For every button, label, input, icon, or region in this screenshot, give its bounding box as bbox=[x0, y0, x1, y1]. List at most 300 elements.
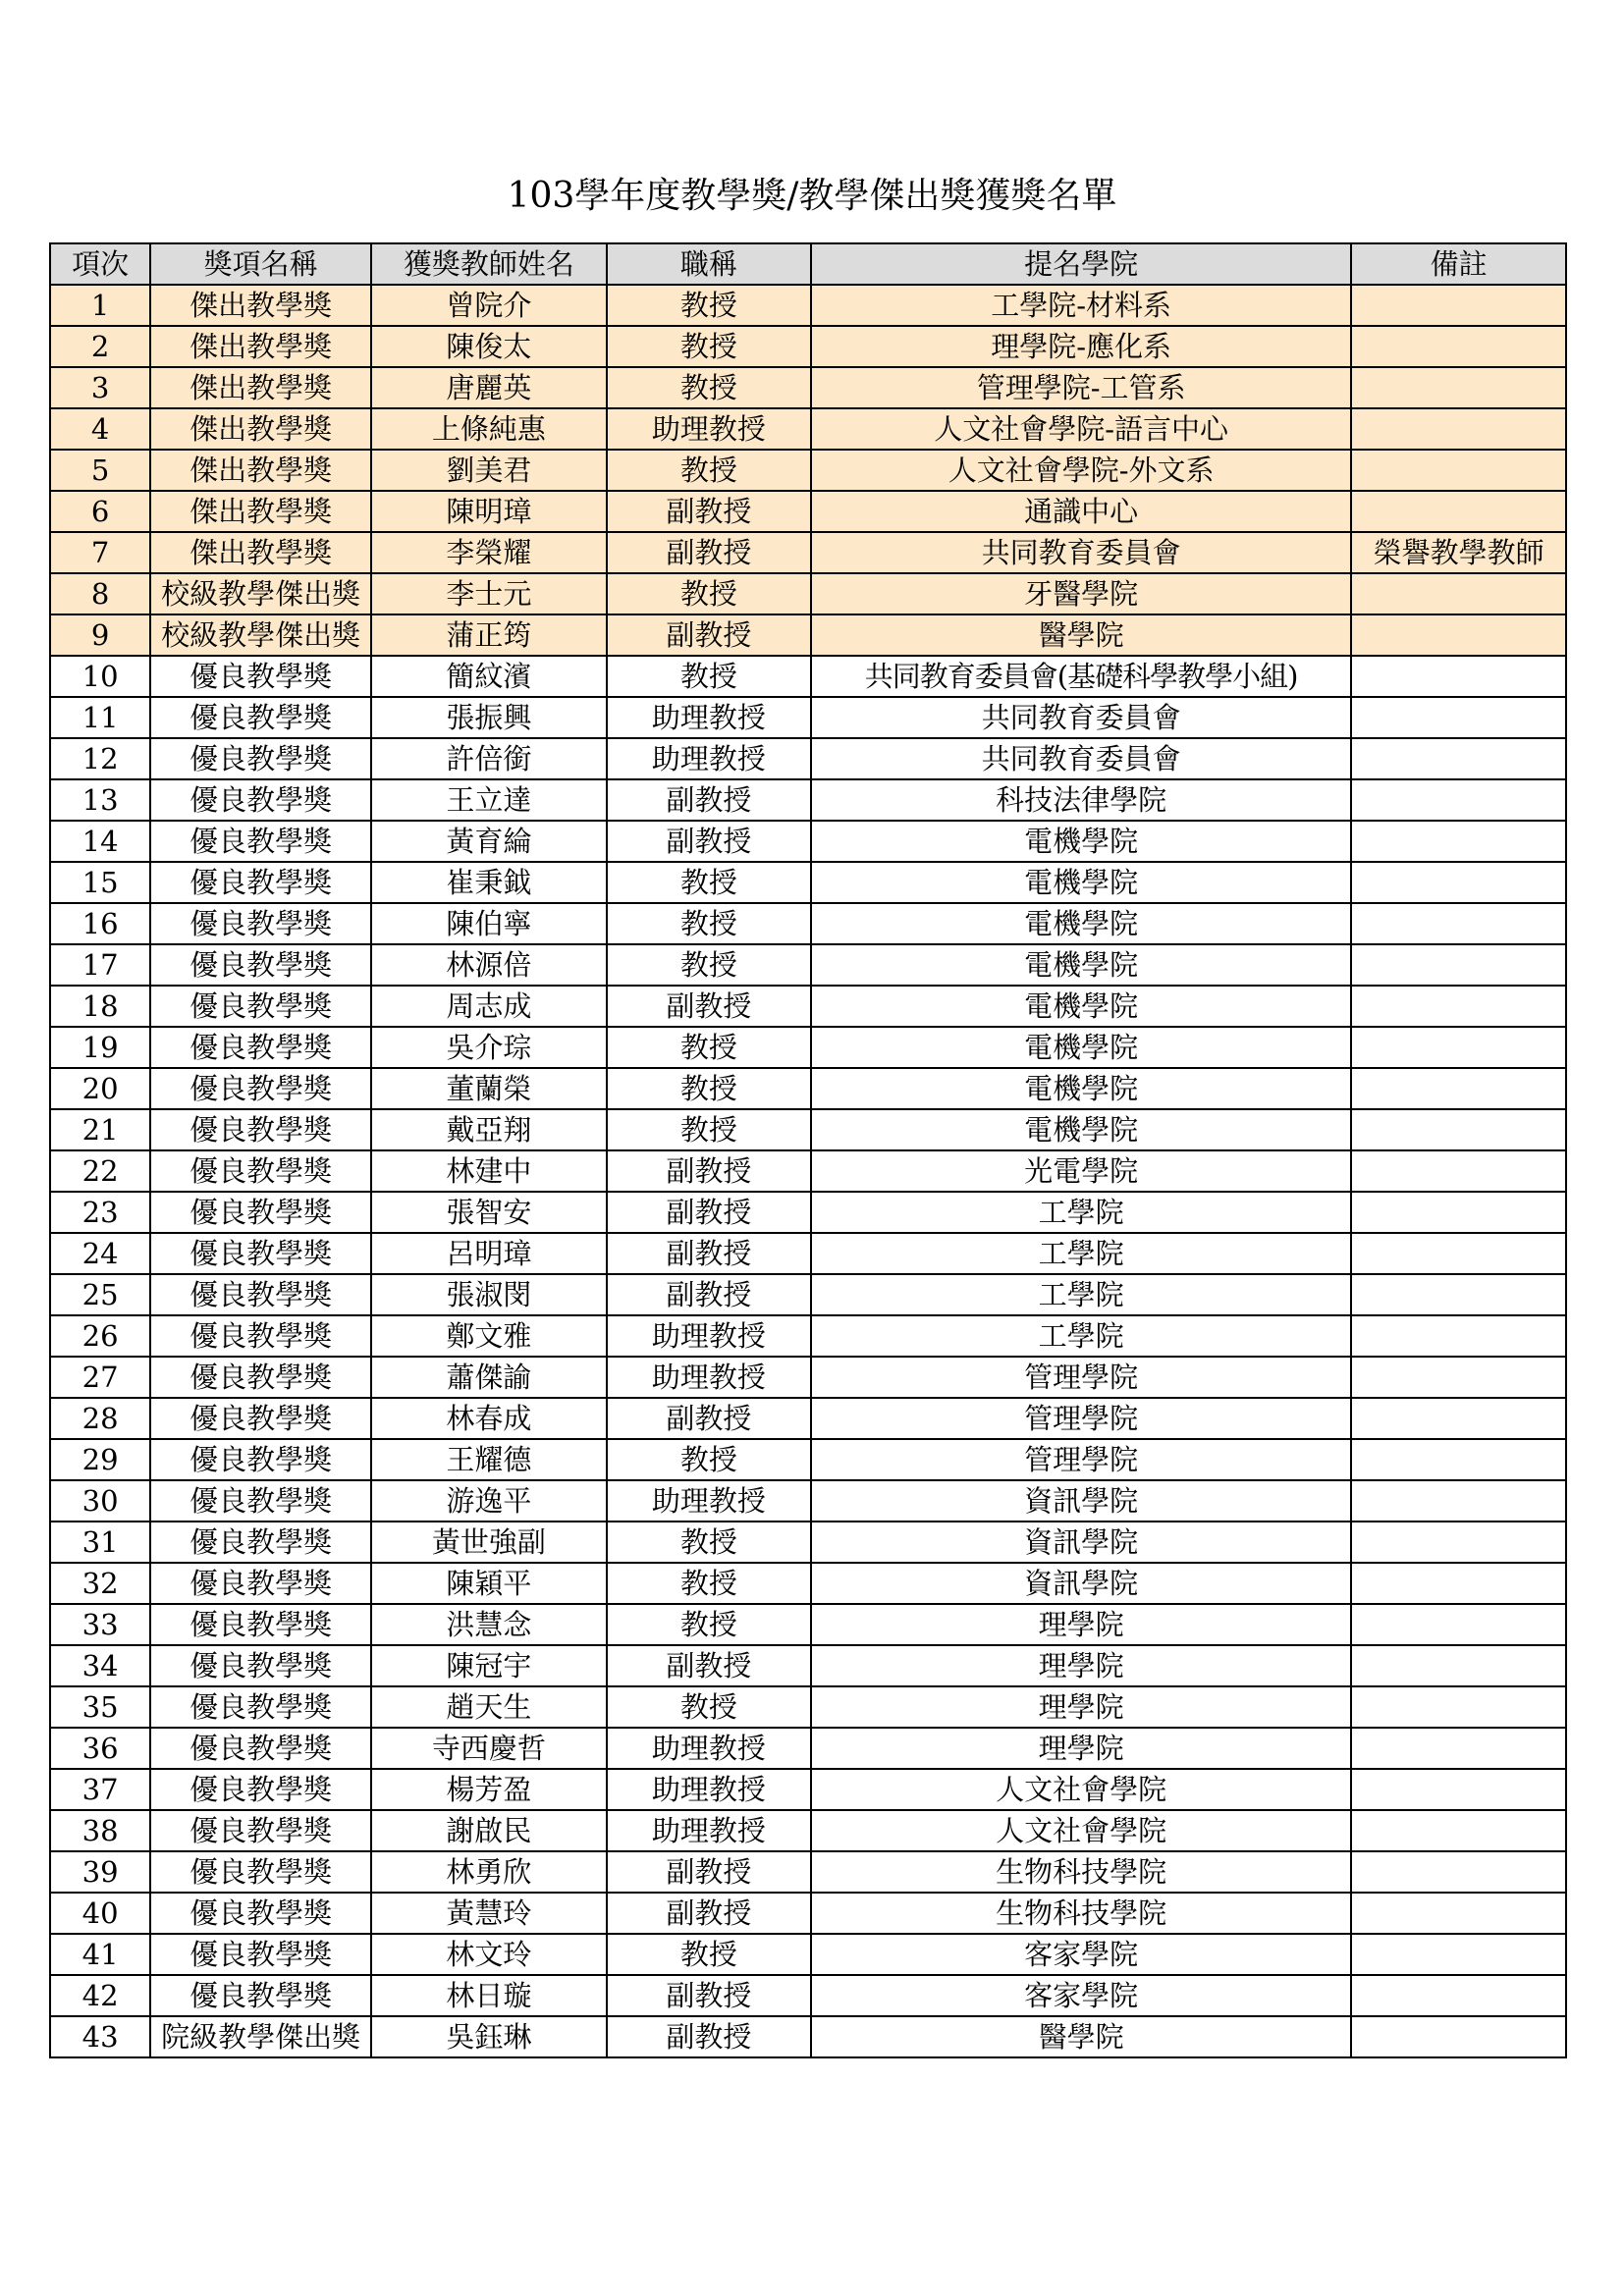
table-row bbox=[50, 1604, 1566, 1645]
cell-college: 管理學院 bbox=[811, 1357, 1351, 1398]
awards-table bbox=[49, 242, 1567, 2058]
table-row bbox=[50, 408, 1566, 450]
cell-note bbox=[1351, 2016, 1566, 2057]
cell-award: 優良教學獎 bbox=[150, 944, 371, 986]
cell-title: 教授 bbox=[607, 1604, 811, 1645]
cell-no: 23 bbox=[50, 1192, 150, 1233]
cell-title: 教授 bbox=[607, 1522, 811, 1563]
cell-no: 30 bbox=[50, 1480, 150, 1522]
table-row bbox=[50, 779, 1566, 821]
cell-note bbox=[1351, 1398, 1566, 1439]
cell-award: 優良教學獎 bbox=[150, 697, 371, 738]
cell-name: 蕭傑諭 bbox=[371, 1357, 606, 1398]
cell-name: 王立達 bbox=[371, 779, 606, 821]
cell-note bbox=[1351, 1769, 1566, 1810]
cell-note bbox=[1351, 1893, 1566, 1934]
cell-award: 優良教學獎 bbox=[150, 1645, 371, 1686]
table-row bbox=[50, 1109, 1566, 1150]
table-row bbox=[50, 1192, 1566, 1233]
cell-college: 電機學院 bbox=[811, 986, 1351, 1027]
cell-note bbox=[1351, 1522, 1566, 1563]
cell-name: 李榮耀 bbox=[371, 532, 606, 573]
cell-title: 教授 bbox=[607, 367, 811, 408]
cell-note bbox=[1351, 1975, 1566, 2016]
cell-title: 教授 bbox=[607, 903, 811, 944]
cell-college: 資訊學院 bbox=[811, 1480, 1351, 1522]
header-title: 職稱 bbox=[607, 243, 811, 285]
cell-no: 36 bbox=[50, 1728, 150, 1769]
cell-note bbox=[1351, 944, 1566, 986]
cell-no: 40 bbox=[50, 1893, 150, 1934]
cell-no: 20 bbox=[50, 1068, 150, 1109]
cell-name: 呂明璋 bbox=[371, 1233, 606, 1274]
table-row bbox=[50, 1893, 1566, 1934]
cell-name: 鄭文雅 bbox=[371, 1315, 606, 1357]
cell-no: 28 bbox=[50, 1398, 150, 1439]
cell-award: 優良教學獎 bbox=[150, 986, 371, 1027]
cell-title: 副教授 bbox=[607, 1645, 811, 1686]
cell-college: 醫學院 bbox=[811, 2016, 1351, 2057]
cell-no: 1 bbox=[50, 285, 150, 326]
cell-college: 客家學院 bbox=[811, 1975, 1351, 2016]
table-row bbox=[50, 450, 1566, 491]
cell-college: 電機學院 bbox=[811, 944, 1351, 986]
cell-no: 22 bbox=[50, 1150, 150, 1192]
cell-note bbox=[1351, 326, 1566, 367]
cell-note bbox=[1351, 491, 1566, 532]
cell-note bbox=[1351, 1315, 1566, 1357]
cell-title: 副教授 bbox=[607, 1150, 811, 1192]
cell-college: 人文社會學院-外文系 bbox=[811, 450, 1351, 491]
cell-title: 教授 bbox=[607, 1686, 811, 1728]
cell-no: 19 bbox=[50, 1027, 150, 1068]
cell-award: 傑出教學獎 bbox=[150, 491, 371, 532]
cell-note bbox=[1351, 862, 1566, 903]
cell-college: 醫學院 bbox=[811, 614, 1351, 656]
table-row bbox=[50, 2016, 1566, 2057]
table-row bbox=[50, 1315, 1566, 1357]
cell-title: 副教授 bbox=[607, 2016, 811, 2057]
cell-name: 黃世強副 bbox=[371, 1522, 606, 1563]
cell-note bbox=[1351, 986, 1566, 1027]
cell-title: 副教授 bbox=[607, 1893, 811, 1934]
cell-award: 優良教學獎 bbox=[150, 738, 371, 779]
cell-title: 副教授 bbox=[607, 1975, 811, 2016]
cell-college: 工學院-材料系 bbox=[811, 285, 1351, 326]
cell-college: 牙醫學院 bbox=[811, 573, 1351, 614]
table-row bbox=[50, 1686, 1566, 1728]
cell-no: 8 bbox=[50, 573, 150, 614]
cell-title: 助理教授 bbox=[607, 1357, 811, 1398]
cell-name: 陳俊太 bbox=[371, 326, 606, 367]
cell-note bbox=[1351, 285, 1566, 326]
table-row bbox=[50, 285, 1566, 326]
table-row bbox=[50, 1357, 1566, 1398]
cell-note bbox=[1351, 1109, 1566, 1150]
cell-no: 41 bbox=[50, 1934, 150, 1975]
cell-title: 副教授 bbox=[607, 1274, 811, 1315]
cell-award: 校級教學傑出獎 bbox=[150, 573, 371, 614]
cell-college: 電機學院 bbox=[811, 903, 1351, 944]
table-row bbox=[50, 614, 1566, 656]
cell-note bbox=[1351, 1810, 1566, 1851]
table-body bbox=[50, 285, 1566, 2057]
cell-note bbox=[1351, 408, 1566, 450]
cell-college: 共同教育委員會(基礎科學教學小組) bbox=[811, 656, 1351, 697]
table-row bbox=[50, 1480, 1566, 1522]
table-row bbox=[50, 1563, 1566, 1604]
table-header-row bbox=[50, 243, 1566, 285]
cell-no: 6 bbox=[50, 491, 150, 532]
cell-award: 優良教學獎 bbox=[150, 1398, 371, 1439]
cell-title: 副教授 bbox=[607, 532, 811, 573]
cell-no: 10 bbox=[50, 656, 150, 697]
cell-note bbox=[1351, 697, 1566, 738]
cell-title: 助理教授 bbox=[607, 697, 811, 738]
table-row bbox=[50, 532, 1566, 573]
cell-title: 助理教授 bbox=[607, 738, 811, 779]
table-row bbox=[50, 1027, 1566, 1068]
cell-name: 張淑閔 bbox=[371, 1274, 606, 1315]
cell-award: 院級教學傑出獎 bbox=[150, 2016, 371, 2057]
cell-note bbox=[1351, 450, 1566, 491]
cell-name: 林文玲 bbox=[371, 1934, 606, 1975]
cell-no: 25 bbox=[50, 1274, 150, 1315]
cell-name: 黃育綸 bbox=[371, 821, 606, 862]
cell-no: 37 bbox=[50, 1769, 150, 1810]
cell-award: 優良教學獎 bbox=[150, 1810, 371, 1851]
cell-award: 傑出教學獎 bbox=[150, 326, 371, 367]
cell-title: 副教授 bbox=[607, 1192, 811, 1233]
cell-no: 42 bbox=[50, 1975, 150, 2016]
cell-name: 陳明璋 bbox=[371, 491, 606, 532]
cell-college: 電機學院 bbox=[811, 862, 1351, 903]
cell-award: 優良教學獎 bbox=[150, 1686, 371, 1728]
table-row bbox=[50, 1975, 1566, 2016]
cell-note bbox=[1351, 367, 1566, 408]
cell-award: 優良教學獎 bbox=[150, 1975, 371, 2016]
cell-award: 優良教學獎 bbox=[150, 1769, 371, 1810]
cell-award: 傑出教學獎 bbox=[150, 367, 371, 408]
cell-award: 優良教學獎 bbox=[150, 1522, 371, 1563]
cell-award: 優良教學獎 bbox=[150, 1233, 371, 1274]
table-row bbox=[50, 1068, 1566, 1109]
cell-no: 15 bbox=[50, 862, 150, 903]
cell-name: 陳穎平 bbox=[371, 1563, 606, 1604]
cell-no: 2 bbox=[50, 326, 150, 367]
cell-title: 教授 bbox=[607, 326, 811, 367]
cell-note bbox=[1351, 1851, 1566, 1893]
table-row bbox=[50, 862, 1566, 903]
cell-name: 蒲正筠 bbox=[371, 614, 606, 656]
cell-name: 林春成 bbox=[371, 1398, 606, 1439]
document-title: 103學年度教學獎/教學傑出獎獲獎名單 bbox=[507, 176, 1117, 216]
cell-note bbox=[1351, 1645, 1566, 1686]
cell-no: 24 bbox=[50, 1233, 150, 1274]
cell-note bbox=[1351, 821, 1566, 862]
cell-title: 助理教授 bbox=[607, 1769, 811, 1810]
table-row bbox=[50, 1522, 1566, 1563]
cell-note bbox=[1351, 1068, 1566, 1109]
cell-college: 生物科技學院 bbox=[811, 1851, 1351, 1893]
table-row bbox=[50, 986, 1566, 1027]
cell-no: 18 bbox=[50, 986, 150, 1027]
cell-name: 崔秉鉞 bbox=[371, 862, 606, 903]
cell-no: 17 bbox=[50, 944, 150, 986]
cell-title: 教授 bbox=[607, 1563, 811, 1604]
cell-note bbox=[1351, 614, 1566, 656]
cell-no: 11 bbox=[50, 697, 150, 738]
cell-note bbox=[1351, 1027, 1566, 1068]
table-row bbox=[50, 326, 1566, 367]
cell-name: 張振興 bbox=[371, 697, 606, 738]
cell-college: 電機學院 bbox=[811, 821, 1351, 862]
cell-no: 39 bbox=[50, 1851, 150, 1893]
cell-note bbox=[1351, 1357, 1566, 1398]
cell-note: 榮譽教學教師 bbox=[1351, 532, 1566, 573]
cell-note bbox=[1351, 1192, 1566, 1233]
cell-award: 優良教學獎 bbox=[150, 1027, 371, 1068]
cell-no: 31 bbox=[50, 1522, 150, 1563]
cell-name: 董蘭榮 bbox=[371, 1068, 606, 1109]
cell-award: 優良教學獎 bbox=[150, 1315, 371, 1357]
cell-college: 共同教育委員會 bbox=[811, 697, 1351, 738]
cell-no: 13 bbox=[50, 779, 150, 821]
cell-college: 人文社會學院-語言中心 bbox=[811, 408, 1351, 450]
cell-name: 吳介琮 bbox=[371, 1027, 606, 1068]
cell-college: 理學院 bbox=[811, 1604, 1351, 1645]
cell-award: 優良教學獎 bbox=[150, 1068, 371, 1109]
cell-name: 林源倍 bbox=[371, 944, 606, 986]
table-row bbox=[50, 1398, 1566, 1439]
cell-note bbox=[1351, 1728, 1566, 1769]
cell-award: 傑出教學獎 bbox=[150, 408, 371, 450]
cell-college: 科技法律學院 bbox=[811, 779, 1351, 821]
table-row bbox=[50, 821, 1566, 862]
cell-name: 林勇欣 bbox=[371, 1851, 606, 1893]
cell-no: 27 bbox=[50, 1357, 150, 1398]
cell-award: 優良教學獎 bbox=[150, 1109, 371, 1150]
cell-name: 唐麗英 bbox=[371, 367, 606, 408]
cell-name: 謝啟民 bbox=[371, 1810, 606, 1851]
cell-title: 副教授 bbox=[607, 779, 811, 821]
header-note: 備註 bbox=[1351, 243, 1566, 285]
cell-name: 林建中 bbox=[371, 1150, 606, 1192]
cell-no: 35 bbox=[50, 1686, 150, 1728]
cell-college: 理學院 bbox=[811, 1686, 1351, 1728]
cell-no: 9 bbox=[50, 614, 150, 656]
cell-note bbox=[1351, 1233, 1566, 1274]
cell-title: 副教授 bbox=[607, 491, 811, 532]
cell-title: 教授 bbox=[607, 944, 811, 986]
cell-no: 33 bbox=[50, 1604, 150, 1645]
cell-award: 傑出教學獎 bbox=[150, 450, 371, 491]
table-row bbox=[50, 573, 1566, 614]
cell-college: 電機學院 bbox=[811, 1027, 1351, 1068]
cell-name: 寺西慶哲 bbox=[371, 1728, 606, 1769]
table-row bbox=[50, 656, 1566, 697]
cell-title: 教授 bbox=[607, 1068, 811, 1109]
cell-award: 優良教學獎 bbox=[150, 1934, 371, 1975]
cell-no: 4 bbox=[50, 408, 150, 450]
table-row bbox=[50, 1233, 1566, 1274]
cell-college: 工學院 bbox=[811, 1192, 1351, 1233]
cell-note bbox=[1351, 779, 1566, 821]
cell-award: 傑出教學獎 bbox=[150, 532, 371, 573]
cell-college: 共同教育委員會 bbox=[811, 532, 1351, 573]
cell-note bbox=[1351, 1604, 1566, 1645]
cell-title: 副教授 bbox=[607, 986, 811, 1027]
table-row bbox=[50, 367, 1566, 408]
cell-name: 楊芳盈 bbox=[371, 1769, 606, 1810]
cell-title: 教授 bbox=[607, 862, 811, 903]
cell-award: 優良教學獎 bbox=[150, 1604, 371, 1645]
header-award: 獎項名稱 bbox=[150, 243, 371, 285]
cell-name: 洪慧念 bbox=[371, 1604, 606, 1645]
cell-no: 7 bbox=[50, 532, 150, 573]
table-row bbox=[50, 1439, 1566, 1480]
cell-college: 生物科技學院 bbox=[811, 1893, 1351, 1934]
cell-no: 29 bbox=[50, 1439, 150, 1480]
cell-college: 電機學院 bbox=[811, 1109, 1351, 1150]
cell-note bbox=[1351, 573, 1566, 614]
cell-note bbox=[1351, 656, 1566, 697]
cell-note bbox=[1351, 1439, 1566, 1480]
cell-name: 吳鈺琳 bbox=[371, 2016, 606, 2057]
cell-college: 理學院 bbox=[811, 1728, 1351, 1769]
cell-title: 教授 bbox=[607, 285, 811, 326]
cell-name: 趙天生 bbox=[371, 1686, 606, 1728]
header-no: 項次 bbox=[50, 243, 150, 285]
cell-award: 優良教學獎 bbox=[150, 1192, 371, 1233]
cell-college: 管理學院 bbox=[811, 1439, 1351, 1480]
cell-title: 助理教授 bbox=[607, 1480, 811, 1522]
cell-title: 教授 bbox=[607, 656, 811, 697]
cell-name: 許倍銜 bbox=[371, 738, 606, 779]
cell-award: 優良教學獎 bbox=[150, 1728, 371, 1769]
cell-college: 理學院-應化系 bbox=[811, 326, 1351, 367]
cell-college: 工學院 bbox=[811, 1315, 1351, 1357]
cell-college: 工學院 bbox=[811, 1233, 1351, 1274]
table-row bbox=[50, 1150, 1566, 1192]
cell-title: 助理教授 bbox=[607, 1810, 811, 1851]
cell-title: 副教授 bbox=[607, 1398, 811, 1439]
cell-name: 劉美君 bbox=[371, 450, 606, 491]
cell-title: 助理教授 bbox=[607, 408, 811, 450]
table-row bbox=[50, 1728, 1566, 1769]
cell-title: 教授 bbox=[607, 450, 811, 491]
cell-title: 副教授 bbox=[607, 614, 811, 656]
cell-college: 人文社會學院 bbox=[811, 1769, 1351, 1810]
cell-name: 游逸平 bbox=[371, 1480, 606, 1522]
cell-name: 陳伯寧 bbox=[371, 903, 606, 944]
cell-college: 理學院 bbox=[811, 1645, 1351, 1686]
cell-no: 32 bbox=[50, 1563, 150, 1604]
cell-name: 王耀德 bbox=[371, 1439, 606, 1480]
cell-award: 優良教學獎 bbox=[150, 779, 371, 821]
cell-title: 教授 bbox=[607, 1439, 811, 1480]
table-row bbox=[50, 491, 1566, 532]
cell-award: 優良教學獎 bbox=[150, 656, 371, 697]
cell-title: 教授 bbox=[607, 1027, 811, 1068]
cell-award: 優良教學獎 bbox=[150, 1357, 371, 1398]
cell-name: 林日璇 bbox=[371, 1975, 606, 2016]
cell-title: 教授 bbox=[607, 1109, 811, 1150]
cell-award: 優良教學獎 bbox=[150, 821, 371, 862]
cell-note bbox=[1351, 1274, 1566, 1315]
cell-title: 副教授 bbox=[607, 821, 811, 862]
cell-college: 客家學院 bbox=[811, 1934, 1351, 1975]
table-row bbox=[50, 697, 1566, 738]
table-row bbox=[50, 1851, 1566, 1893]
cell-college: 管理學院 bbox=[811, 1398, 1351, 1439]
cell-award: 優良教學獎 bbox=[150, 1893, 371, 1934]
cell-name: 簡紋濱 bbox=[371, 656, 606, 697]
cell-title: 副教授 bbox=[607, 1233, 811, 1274]
cell-college: 光電學院 bbox=[811, 1150, 1351, 1192]
cell-name: 周志成 bbox=[371, 986, 606, 1027]
header-college: 提名學院 bbox=[811, 243, 1351, 285]
cell-award: 優良教學獎 bbox=[150, 1563, 371, 1604]
cell-note bbox=[1351, 1686, 1566, 1728]
cell-college: 共同教育委員會 bbox=[811, 738, 1351, 779]
cell-no: 38 bbox=[50, 1810, 150, 1851]
cell-title: 助理教授 bbox=[607, 1315, 811, 1357]
cell-no: 5 bbox=[50, 450, 150, 491]
cell-note bbox=[1351, 1150, 1566, 1192]
cell-no: 21 bbox=[50, 1109, 150, 1150]
cell-note bbox=[1351, 1934, 1566, 1975]
cell-no: 16 bbox=[50, 903, 150, 944]
cell-college: 資訊學院 bbox=[811, 1563, 1351, 1604]
table-row bbox=[50, 1274, 1566, 1315]
cell-award: 優良教學獎 bbox=[150, 1439, 371, 1480]
cell-title: 教授 bbox=[607, 573, 811, 614]
header-name: 獲獎教師姓名 bbox=[371, 243, 606, 285]
cell-no: 12 bbox=[50, 738, 150, 779]
cell-note bbox=[1351, 738, 1566, 779]
cell-name: 陳冠宇 bbox=[371, 1645, 606, 1686]
cell-award: 傑出教學獎 bbox=[150, 285, 371, 326]
table-row bbox=[50, 1645, 1566, 1686]
cell-no: 14 bbox=[50, 821, 150, 862]
cell-name: 李士元 bbox=[371, 573, 606, 614]
table-row bbox=[50, 903, 1566, 944]
cell-college: 工學院 bbox=[811, 1274, 1351, 1315]
cell-note bbox=[1351, 1480, 1566, 1522]
table-row bbox=[50, 1810, 1566, 1851]
cell-name: 曾院介 bbox=[371, 285, 606, 326]
table-row bbox=[50, 944, 1566, 986]
cell-college: 人文社會學院 bbox=[811, 1810, 1351, 1851]
cell-award: 校級教學傑出獎 bbox=[150, 614, 371, 656]
cell-name: 張智安 bbox=[371, 1192, 606, 1233]
cell-note bbox=[1351, 1563, 1566, 1604]
cell-name: 上條純惠 bbox=[371, 408, 606, 450]
cell-no: 26 bbox=[50, 1315, 150, 1357]
cell-title: 助理教授 bbox=[607, 1728, 811, 1769]
table-row bbox=[50, 738, 1566, 779]
cell-name: 黃慧玲 bbox=[371, 1893, 606, 1934]
cell-college: 資訊學院 bbox=[811, 1522, 1351, 1563]
cell-college: 電機學院 bbox=[811, 1068, 1351, 1109]
table-row bbox=[50, 1934, 1566, 1975]
cell-title: 副教授 bbox=[607, 1851, 811, 1893]
cell-no: 3 bbox=[50, 367, 150, 408]
table-row bbox=[50, 1769, 1566, 1810]
cell-no: 43 bbox=[50, 2016, 150, 2057]
cell-college: 管理學院-工管系 bbox=[811, 367, 1351, 408]
